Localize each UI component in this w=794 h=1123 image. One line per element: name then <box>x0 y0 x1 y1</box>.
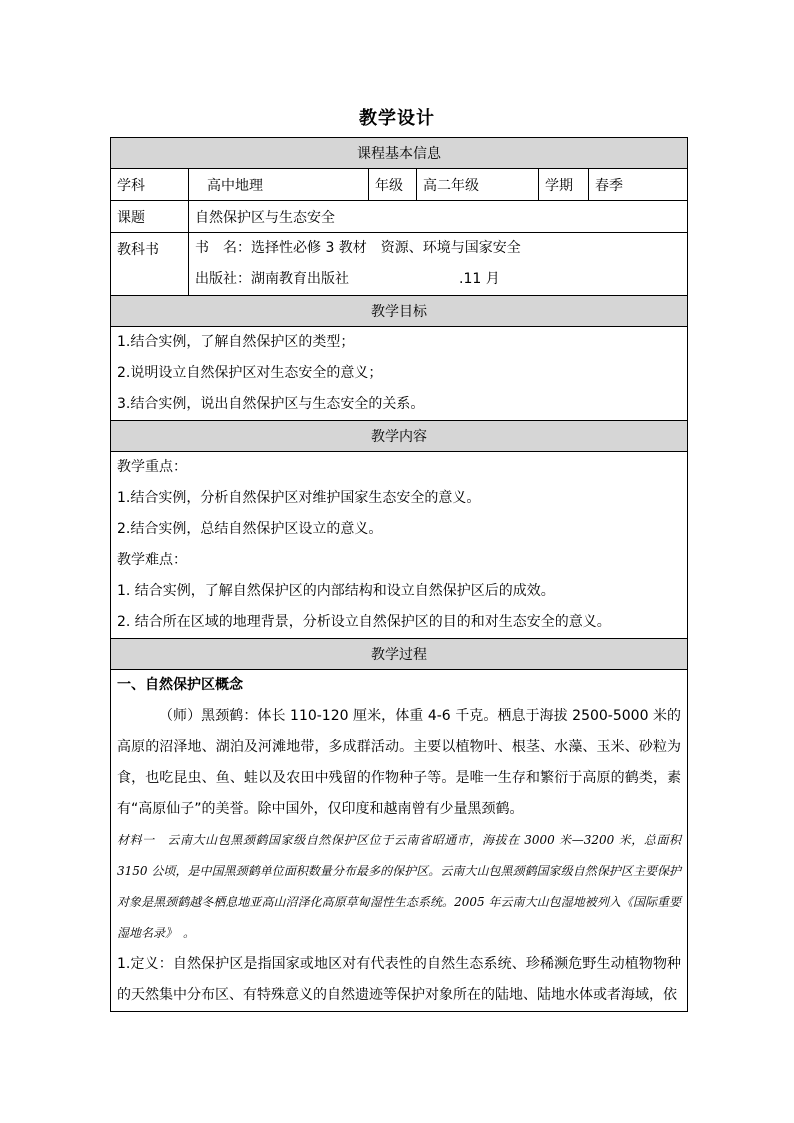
goal-item: 3.结合实例，说出自然保护区与生态安全的关系。 <box>117 396 425 412</box>
process-row <box>111 670 688 1012</box>
publish-date: .11 月 <box>459 271 500 287</box>
key-point-item: 1.结合实例，分析自然保护区对维护国家生态安全的意义。 <box>117 490 481 506</box>
document-title: 教学设计 <box>359 108 435 129</box>
section-title: 教学内容 <box>111 421 688 452</box>
subject-value: 高中地理 <box>189 169 369 201</box>
difficulty-item: 1. 结合实例，了解自然保护区的内部结构和设立自然保护区后的成效。 <box>117 583 555 599</box>
publisher-line <box>195 264 681 295</box>
topic-value: 自然保护区与生态安全 <box>189 201 688 233</box>
textbook-label: 教科书 <box>111 233 189 296</box>
content-row <box>111 452 688 639</box>
grade-label: 年级 <box>369 169 417 201</box>
goals-cell <box>111 327 688 421</box>
difficulty-heading: 教学难点： <box>117 552 187 568</box>
topic-row <box>111 201 688 233</box>
key-point-item: 2.结合实例，总结自然保护区设立的意义。 <box>117 521 383 537</box>
topic-label: 课题 <box>111 201 189 233</box>
term-value: 春季 <box>589 169 688 201</box>
course-info-row <box>111 169 688 201</box>
book-name-line: 书 名：选择性必修 3 教材 资源、环境与国家安全 <box>195 240 521 256</box>
section-header-content <box>111 421 688 452</box>
section-title: 教学目标 <box>111 296 688 327</box>
definition-paragraph: 1.定义：自然保护区是指国家或地区对有代表性的自然生态系统、珍稀濒危野生动植物物种的天然集中分布区、有特殊意义的自然遗迹等保护对象所在的陆地、陆地水体或者海域，依 <box>117 956 682 1003</box>
textbook-row <box>111 233 688 296</box>
publisher-name: 出版社：湖南教育出版社 <box>195 271 349 287</box>
process-cell <box>111 670 688 1012</box>
subject-label: 学科 <box>111 169 189 201</box>
section-title: 课程基本信息 <box>111 138 688 169</box>
term-label: 学期 <box>539 169 589 201</box>
textbook-info <box>189 233 688 296</box>
section-header-process <box>111 639 688 670</box>
content-cell <box>111 452 688 639</box>
material-paragraph: 材料一 云南大山包黑颈鹤国家级自然保护区位于云南省昭通市，海拔在 3000 米—3200 米，总面积 3150 公顷，是中国黑颈鹤单位面积数量分布最多的保护区。云南大山包黑颈鹤国家级自然保护区主要保护对象是黑颈鹤越冬栖息地亚高山沼泽化高原草甸湿性生态系统。2005 年云南大山包湿地被列入《国际重要湿地名录》 。 <box>117 833 682 940</box>
section-header-goals <box>111 296 688 327</box>
key-points-heading: 教学重点： <box>117 459 187 475</box>
section-header-basic-info <box>111 138 688 169</box>
section-title: 教学过程 <box>111 639 688 670</box>
goal-item: 1.结合实例，了解自然保护区的类型； <box>117 334 355 350</box>
lesson-plan-table <box>110 137 688 1012</box>
goal-item: 2.说明设立自然保护区对生态安全的意义； <box>117 365 383 381</box>
teacher-paragraph: （师）黑颈鹤：体长 110-120 厘米，体重 4-6 千克。栖息于海拔 2500-5000 米的高原的沼泽地、湖泊及河滩地带，多成群活动。主要以植物叶、根茎、水藻、玉米、砂粒为食，也吃昆虫、鱼、蛙以及农田中残留的作物种子等。是唯一生存和繁衍于高原的鹤类，素有“高原仙子”的美誉。除中国外，仅印度和越南曾有少量黑颈鹤。 <box>117 708 682 817</box>
goals-row <box>111 327 688 421</box>
difficulty-item: 2. 结合所在区域的地理背景，分析设立自然保护区的目的和对生态安全的意义。 <box>117 614 611 630</box>
grade-value: 高二年级 <box>417 169 539 201</box>
process-heading: 一、自然保护区概念 <box>117 677 243 693</box>
